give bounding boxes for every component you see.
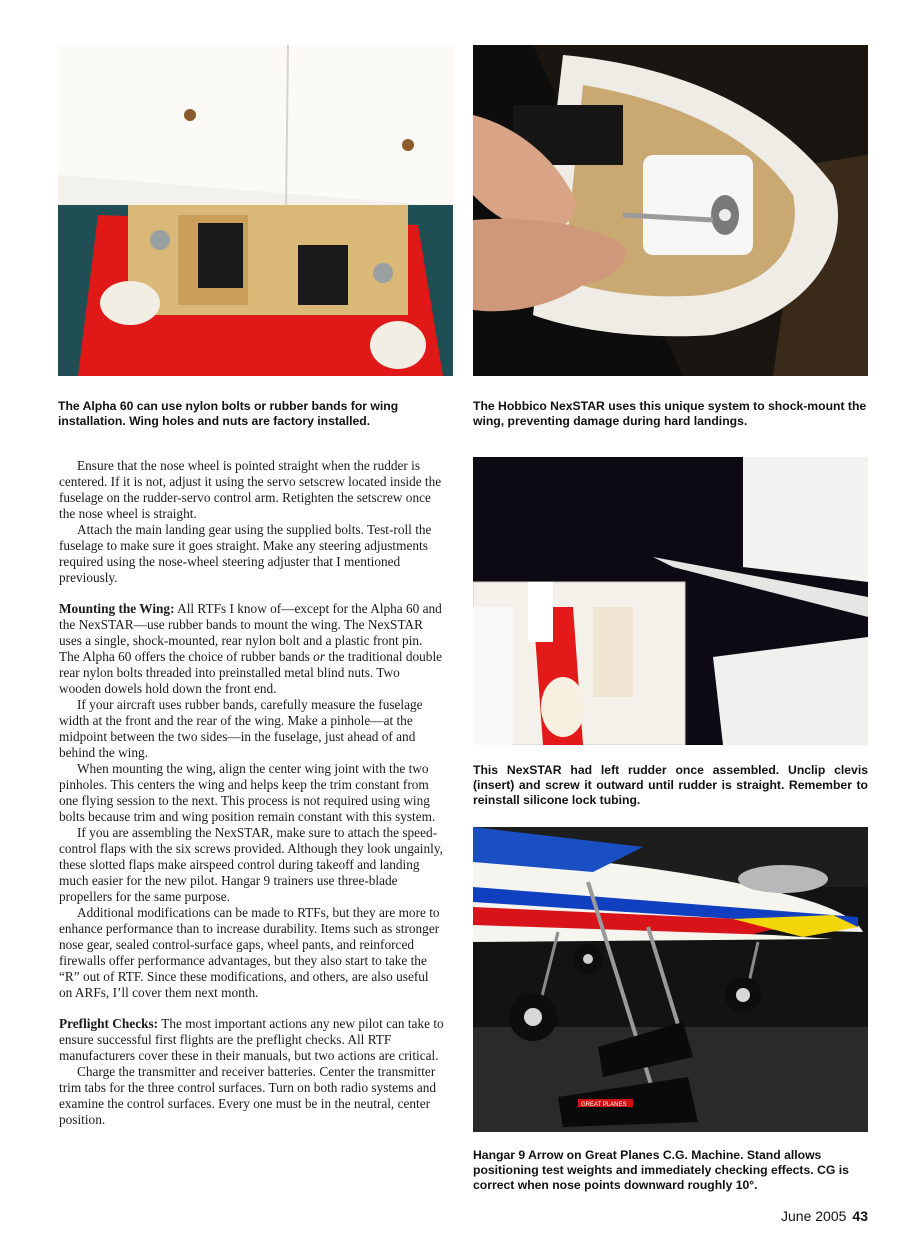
page-number: 43 xyxy=(852,1208,868,1224)
hangar-arrow-caption: Hangar 9 Arrow on Great Planes C.G. Machine. Stand allows positioning test weights and immediately checking effects. CG is correct when nose points downward roughly 10°. xyxy=(473,1148,849,1192)
article-paragraph: If your aircraft uses rubber bands, carefully measure the fuselage width at the front and the rear of the wing. Make a pinhole—at the midpoint between the two sides—in the fuselage, just ahead of and behind the wing. xyxy=(59,697,423,760)
mounting-heading: Mounting the Wing: xyxy=(59,601,175,616)
page-footer xyxy=(781,1208,868,1224)
nexstar-shock-caption: The Hobbico NexSTAR uses this unique system to shock-mount the wing, preventing damage during hard landings. xyxy=(473,399,867,428)
article-body xyxy=(59,458,445,1128)
hangar-arrow-photo xyxy=(473,827,868,1132)
article-paragraph: Attach the main landing gear using the supplied bolts. Test-roll the fuselage to make sure it goes straight. Make any steering adjustments required using the nose-wheel steering adjuster that I mentioned previously. xyxy=(59,522,432,585)
article-paragraph: When mounting the wing, align the center wing joint with the two pinholes. This centers the wing and helps keep the trim constant from one flying session to the next. This process is not required using wing bolts because trim and wing position remain constant with this system. xyxy=(59,761,436,824)
issue-date: June 2005 xyxy=(781,1208,847,1224)
article-paragraph: Mounting the Wing: All RTFs I know of—except for the Alpha 60 and the NexSTAR—use rubber bands to mount the wing. The NexSTAR uses a single, shock-mounted, rear nylon bolt and a plastic front pin. The Alpha 60 offers the choice of rubber bands or the traditional double rear nylon bolts threaded into preinstalled metal blind nuts. Two wooden dowels hold down the front end. xyxy=(59,601,443,696)
article-paragraph: If you are assembling the NexSTAR, make sure to attach the speed-control flaps with the six screws provided. Although they look ungainly, these slotted flaps make airspeed control during takeoff and landing much easier for the new pilot. Hangar 9 trainers use three-blade propellers for the same purpose. xyxy=(59,825,443,904)
alpha-wing-caption: The Alpha 60 can use nylon bolts or rubber bands for wing installation. Wing holes and nuts are factory installed. xyxy=(58,399,399,428)
article-paragraph: Additional modifications can be made to RTFs, but they are more to enhance performance than to increase durability. Items such as stronger nose gear, sealed control-surface gaps, wheel pants, and reinforced firewalls offer performance advantages, but they also start to take the “R” out of RTF. Since these modifications, and others, are also useful on ARFs, I’ll cover them next month. xyxy=(59,905,440,1000)
nexstar-shock-photo xyxy=(473,45,868,376)
nexstar-rudder-caption: This NexSTAR had left rudder once assembled. Unclip clevis (insert) and screw it outward until rudder is straight. Remember to reinstall silicone lock tubing. xyxy=(473,763,868,807)
article-paragraph: Ensure that the nose wheel is pointed straight when the rudder is centered. If it is not, adjust it using the servo setscrew located inside the fuselage on the rudder-servo control arm. Retighten the setscrew once the nose wheel is straight. xyxy=(59,458,442,521)
article-paragraph: Charge the transmitter and receiver batteries. Center the transmitter trim tabs for the three control surfaces. Turn on both radio systems and examine the control surfaces. Every one must be in the neutral, center position. xyxy=(59,1064,437,1127)
alpha-wing-photo xyxy=(58,45,453,376)
preflight-heading: Preflight Checks: xyxy=(59,1016,159,1031)
stand-label: GREAT PLANES xyxy=(581,1102,627,1108)
article-paragraph: Preflight Checks: The most important actions any new pilot can take to ensure successful first flights are the preflight checks. All RTF manufacturers cover these in their manuals, but two actions are critical. xyxy=(59,1016,444,1063)
nexstar-rudder-photo xyxy=(473,457,868,745)
